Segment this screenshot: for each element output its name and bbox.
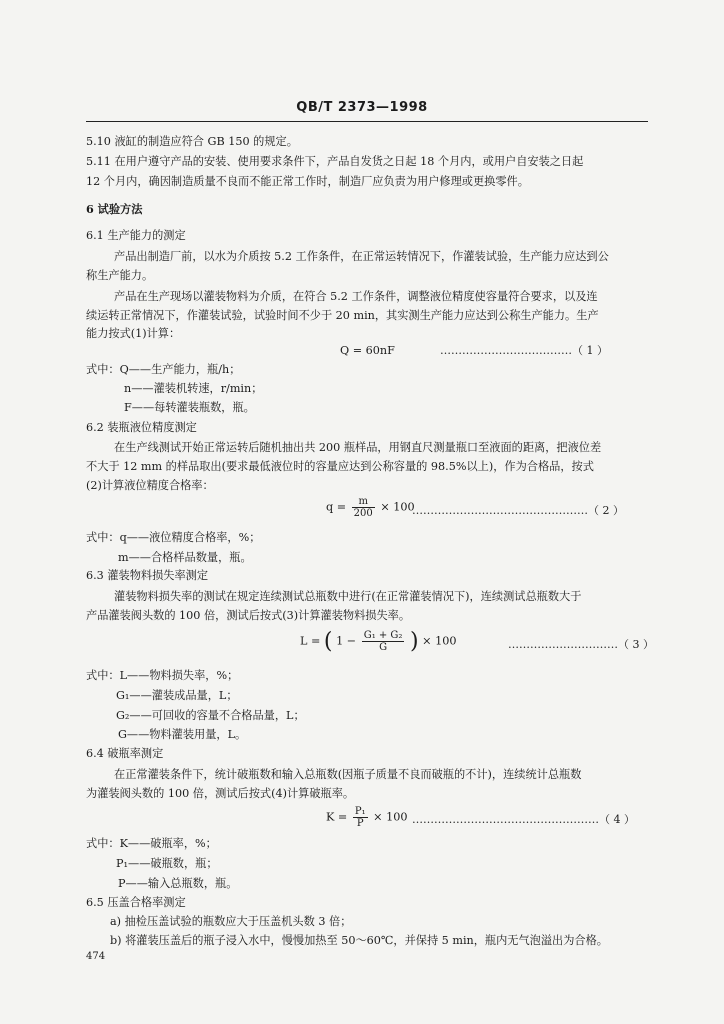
para-6-2-line3: (2)计算液位精度合格率： [86,479,214,492]
formula-3-fraction [362,630,405,653]
where-1-n: n——灌装机转速，r/min； [124,382,263,395]
para-6-1-line4: 续运转正常情况下，作灌装试验，试验时间不少于 20 min，其实测生产能力应达到公称生产能力。生产 [86,309,599,322]
where-4-p1: P₁——破瓶数，瓶； [116,857,218,870]
where-2-m: m——合格样品数量，瓶。 [118,551,252,564]
where-2-q: 式中：q——液位精度合格率，%； [86,531,261,544]
clause-5-10: 5.10 液缸的制造应符合 GB 150 的规定。 [86,135,298,148]
formula-2-denominator: 200 [353,508,373,519]
formula-4-fraction [353,806,368,829]
para-6-2-line2: 不大于 12 mm 的样品取出(要求最低液位时的容量应达到公称容量的 98.5%以上)，作为合格品，按式 [86,460,594,473]
item-6-5-b: b) 将灌装压盖后的瓶子浸入水中，慢慢加热至 50～60℃，并保持 5 min，瓶内无气泡溢出为合格。 [110,934,608,947]
where-4-k: 式中：K——破瓶率，%； [86,837,217,850]
clause-6-4-heading: 6.4 破瓶率测定 [86,747,164,760]
formula-2-numerator: m [352,496,375,508]
formula-3-numerator: G₁ + G₂ [363,630,403,641]
clause-6-3-heading: 6.3 灌装物料损失率测定 [86,569,209,582]
formula-4-denominator: P [356,818,364,829]
where-3-g2: G₂——可回收的容量不合格品量，L； [116,709,305,722]
formula-3-denominator: G [379,642,388,653]
para-6-1-line3: 产品在生产现场以灌装物料为介质，在符合 5.2 工作条件，调整液位精度使容量符合要求，以及连 [114,290,598,303]
formula-4 [326,806,407,829]
formula-4-lhs: K = [326,810,348,824]
para-6-1-line5: 能力按式(1)计算： [86,327,181,340]
formula-4-number: ……………………………………………（ 4 ） [412,813,635,826]
formula-3-number: …………………………（ 3 ） [508,638,654,651]
formula-3-rhs: × 100 [422,634,457,648]
clause-6-2-heading: 6.2 装瓶液位精度测定 [86,421,197,434]
item-6-5-a: a) 抽检压盖试验的瓶数应大于压盖机头数 3 倍； [110,915,352,928]
standard-header: QB/T 2373—1998 [296,100,428,115]
where-3-g1: G₁——灌装成品量，L； [116,689,238,702]
header-rule [86,121,648,122]
where-3-g: G——物料灌装用量，L。 [118,728,247,741]
para-6-3-line2: 产品灌装阀头数的 100 倍，测试后按式(3)计算灌装物料损失率。 [86,609,411,622]
formula-3 [300,630,456,653]
formula-2 [326,496,415,519]
para-6-2-line1: 在生产线测试开始正常运转后随机抽出共 200 瓶样品，用钢直尺测量瓶口至液面的距离，把液位差 [114,441,602,454]
clause-6-5-heading: 6.5 压盖合格率测定 [86,896,186,909]
formula-1: Q = 60nF [340,344,395,357]
page-number: 474 [86,951,106,962]
formula-4-numerator: P₁ [354,806,366,817]
formula-2-fraction [352,496,375,519]
formula-2-number: …………………………………………（ 2 ） [412,504,624,517]
clause-5-11-line2: 12 个月内，确因制造质量不良而不能正常工作时，制造厂应负责为用户修理或更换零件。 [86,175,529,188]
para-6-4-line1: 在正常灌装条件下，统计破瓶数和输入总瓶数(因瓶子质量不良而破瓶的不计)，连续统计总瓶数 [114,768,582,781]
where-4-p: P——输入总瓶数，瓶。 [118,877,238,890]
where-1-f: F——每转灌装瓶数，瓶。 [124,401,255,414]
formula-3-one: 1 − [336,634,357,648]
formula-2-lhs: q = [326,500,347,514]
section-6-heading: 6 试验方法 [86,202,143,216]
para-6-4-line2: 为灌装阀头数的 100 倍，测试后按式(4)计算破瓶率。 [86,787,355,800]
formula-3-left-paren: ( [323,629,333,654]
clause-5-11-line1: 5.11 在用户遵守产品的安装、使用要求条件下，产品自发货之日起 18 个月内，或用户自安装之日起 [86,155,584,168]
where-1-q: 式中：Q——生产能力，瓶/h； [86,363,241,376]
formula-1-number: ………………………………（ 1 ） [440,344,608,357]
para-6-3-line1: 灌装物料损失率的测试在规定连续测试总瓶数中进行(在正常灌装情况下)，连续测试总瓶数大于 [114,590,582,603]
para-6-1-line2: 称生产能力。 [86,269,154,282]
para-6-1-line1: 产品出制造厂前，以水为介质按 5.2 工作条件，在正常运转情况下，作灌装试验，生产能力应达到公 [114,250,609,263]
where-3-l: 式中：L——物料损失率，%； [86,669,239,682]
formula-2-rhs: × 100 [380,500,415,514]
formula-3-lhs: L = [300,634,321,648]
formula-3-right-paren: ) [410,629,419,654]
formula-4-rhs: × 100 [373,810,408,824]
clause-6-1-heading: 6.1 生产能力的测定 [86,229,186,242]
